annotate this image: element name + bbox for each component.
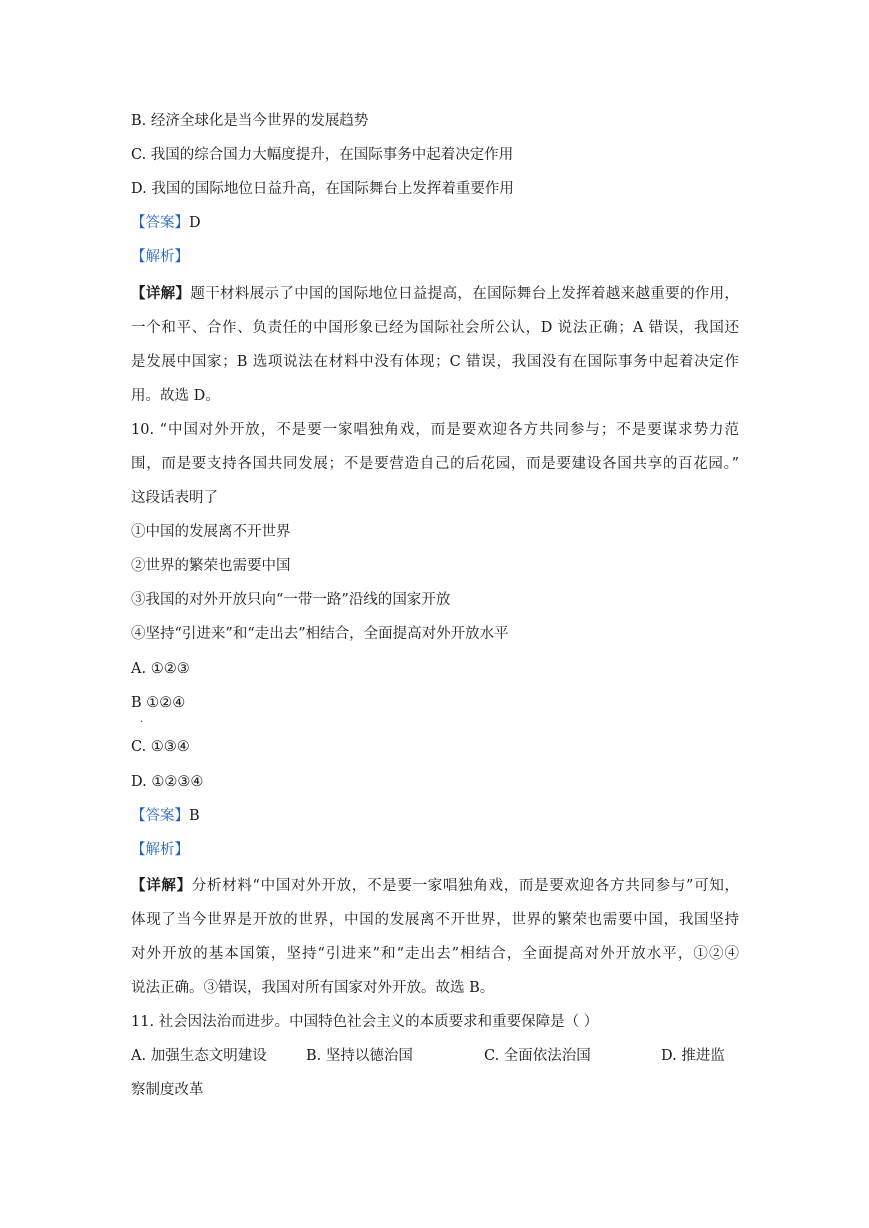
answer-value: B (189, 808, 200, 824)
q10-statement-2: ②世界的繁荣也需要中国 (131, 558, 291, 574)
q10-option-b: B ①②④ (131, 695, 186, 711)
answer-value: D (189, 215, 201, 231)
q11-option-c: C. 全面依法治国 (484, 1048, 591, 1064)
q9-option-b: B. 经济全球化是当今世界的发展趋势 (131, 113, 369, 129)
q9-option-c: C. 我国的综合国力大幅度提升，在国际事务中起着决定作用 (131, 147, 514, 163)
q10-statement-4: ④坚持“引进来”和“走出去”相结合，全面提高对外开放水平 (131, 626, 509, 642)
q10-stem-line-3: 这段话表明了 (131, 490, 218, 506)
q10-detail-line-2: 体现了当今世界是开放的世界，中国的发展离不开世界，世界的繁荣也需要中国，我国坚持 (131, 912, 739, 928)
q10-stem-line-1: 10. “中国对外开放，不是要一家唱独角戏，而是要欢迎各方共同参与；不是要谋求势力范 (131, 422, 739, 438)
q9-detail-line-1 (131, 284, 739, 304)
q10-statement-3: ③我国的对外开放只向“一带一路”沿线的国家开放 (131, 592, 451, 608)
q10-option-c: C. ①③④ (131, 739, 190, 755)
answer-label: 【答案】 (131, 808, 189, 824)
q11-options (131, 1046, 725, 1066)
q10-detail-line-1 (131, 876, 739, 896)
q9-detail-line-4: 用。故选 D。 (131, 388, 220, 404)
q11-option-a: A. 加强生态文明建设 (131, 1048, 267, 1064)
q10-stem-line-2: 围，而是要支持各国共同发展；不是要营造自己的后花园，而是要建设各国共享的百花园。” (131, 456, 739, 472)
q10-answer (131, 806, 200, 826)
q10-option-a: A. ①②③ (131, 661, 190, 677)
answer-label: 【答案】 (131, 215, 189, 231)
q9-detail-line-2: 一个和平、合作、负责任的中国形象已经为国际社会所公认，D 说法正确；A 错误，我国还 (131, 320, 739, 336)
q11-option-d: D. 推进监 (661, 1048, 725, 1064)
detail-label: 【详解】 (131, 877, 192, 894)
q10-detail-line-3: 对外开放的基本国策，坚持“引进来”和“走出去”相结合，全面提高对外开放水平，①②④ (131, 946, 739, 962)
q10-statement-1: ①中国的发展离不开世界 (131, 524, 291, 540)
detail-text: 题干材料展示了中国的国际地位日益提高，在国际舞台上发挥着越来越重要的作用， (190, 286, 740, 302)
q9-option-d: D. 我国的国际地位日益升高，在国际舞台上发挥着重要作用 (131, 181, 514, 197)
q10-analysis-label: 【解析】 (131, 842, 189, 858)
q9-detail-line-3: 是发展中国家；B 选项说法在材料中没有体现；C 错误，我国没有在国际事务中起着决定作 (131, 354, 739, 370)
detail-label: 【详解】 (131, 285, 191, 302)
detail-text: 分析材料“中国对外开放，不是要一家唱独角戏，而是要欢迎各方共同参与”可知， (191, 878, 740, 894)
q11-option-b: B. 坚持以德治国 (306, 1048, 413, 1064)
q10-detail-line-4: 说法正确。③错误，我国对所有国家对外开放。故选 B。 (131, 980, 495, 996)
q9-answer (131, 213, 201, 233)
q10-option-b-dot: . (140, 714, 144, 725)
q10-option-d: D. ①②③④ (131, 774, 204, 790)
q11-stem: 11. 社会因法治而进步。中国特色社会主义的本质要求和重要保障是（ ） (131, 1014, 599, 1030)
q11-option-d-continued: 察制度改革 (131, 1082, 204, 1098)
q9-analysis-label: 【解析】 (131, 249, 189, 265)
